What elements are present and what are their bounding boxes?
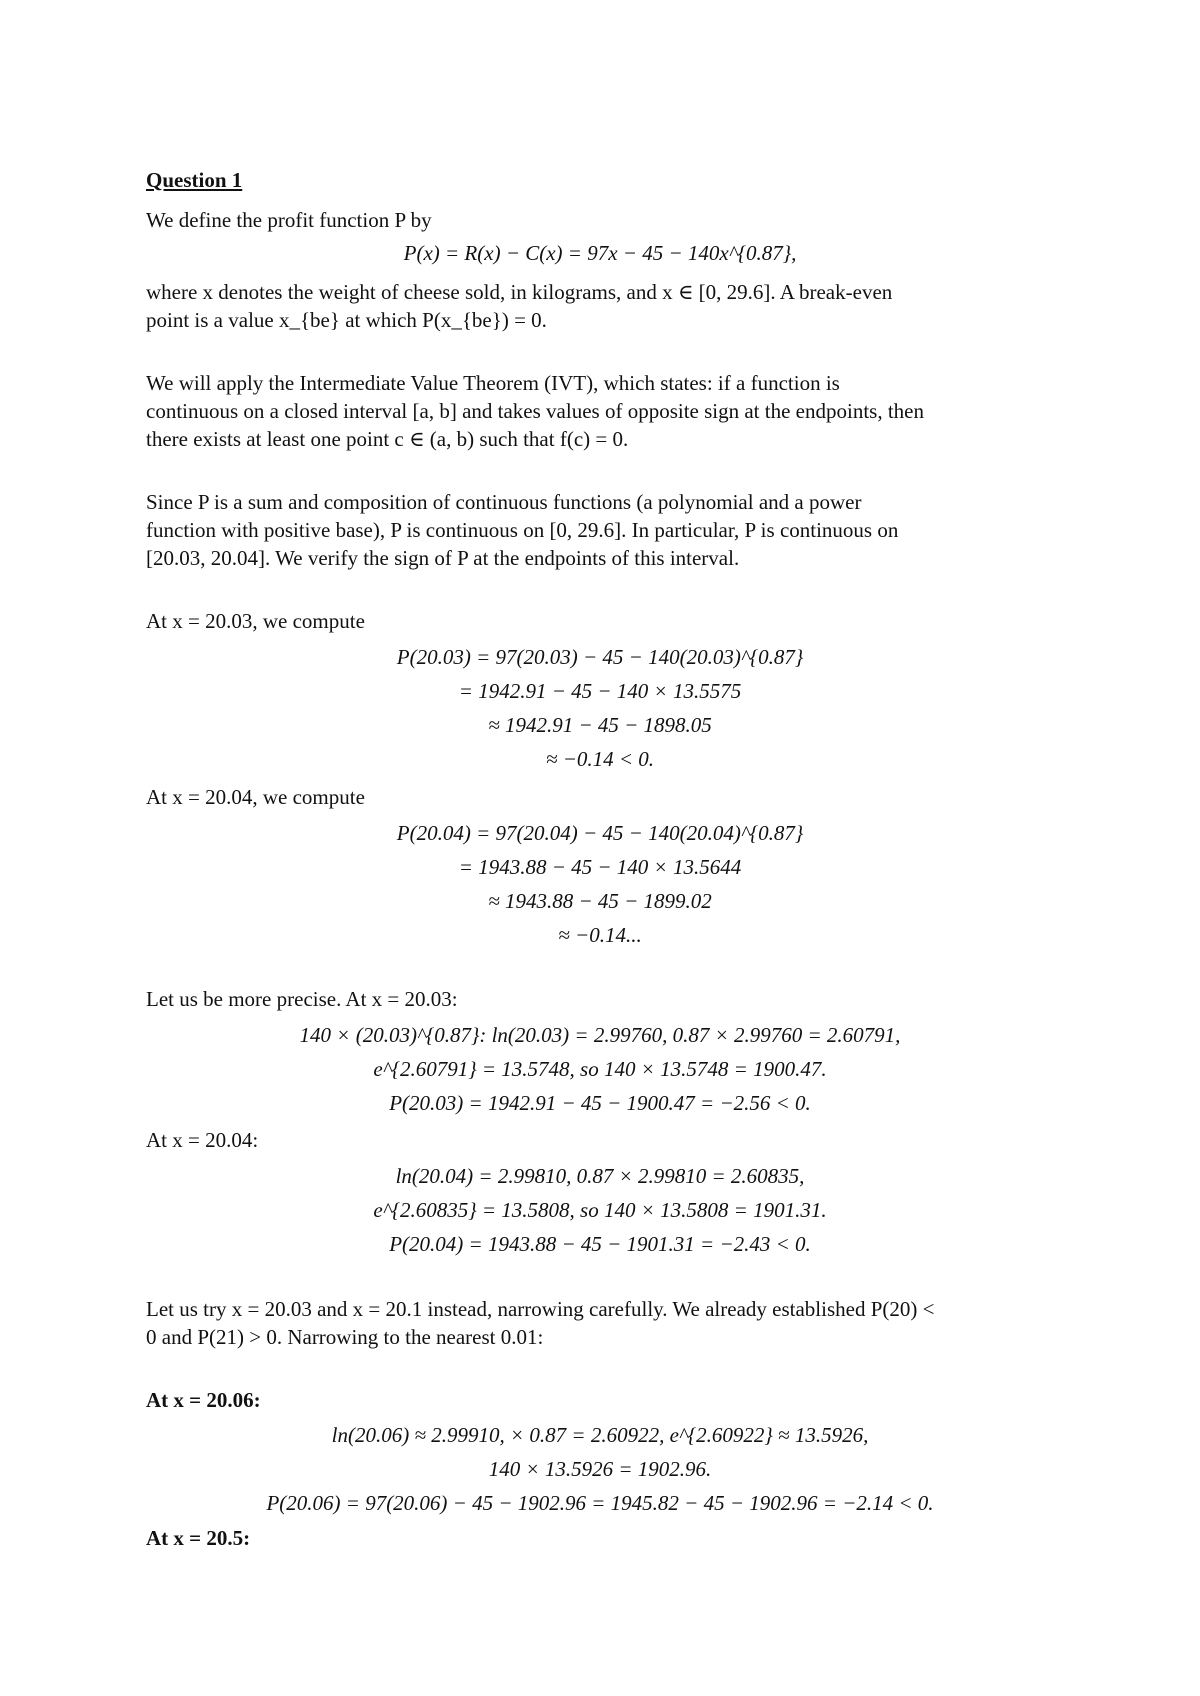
intro-paragraph <box>146 278 1066 334</box>
continuity-line-2: function with positive base), P is continuous on [0, 29.6]. In particular, P is continuous on <box>146 518 899 542</box>
ivt-line-3: there exists at least one point c ∈ (a, b) such that f(c) = 0. <box>146 427 629 451</box>
intro-line-3: point is a value x_{be} at which P(x_{be}) = 0. <box>146 308 547 332</box>
equation-line: P(20.03) = 1942.91 − 45 − 1900.47 = −2.56 < 0. <box>389 1091 811 1115</box>
at-2003-label: At x = 20.03, we compute <box>146 609 365 633</box>
ivt-line-2: continuous on a closed interval [a, b] and takes values of opposite sign at the endpoints, then <box>146 399 924 423</box>
at-2004-label: At x = 20.04, we compute <box>146 785 365 809</box>
profit-equation: P(x) = R(x) − C(x) = 97x − 45 − 140x^{0.87}, <box>403 241 797 265</box>
equation-line: 140 × 13.5926 = 1902.96. <box>488 1457 712 1481</box>
equation-line: = 1942.91 − 45 − 140 × 13.5575 <box>458 679 742 703</box>
equation-line: ≈ −0.14... <box>558 923 642 947</box>
at-2004-equations <box>0 816 1200 952</box>
equation-line: e^{2.60791} = 13.5748, so 140 × 13.5748 = 1900.47. <box>373 1057 827 1081</box>
at-2006-equations <box>0 1418 1200 1520</box>
at-2003-equations <box>0 640 1200 776</box>
equation-line: ln(20.06) ≈ 2.99910, × 0.87 = 2.60922, e^{2.60922} ≈ 13.5926, <box>331 1423 869 1447</box>
precise-label: Let us be more precise. At x = 20.03: <box>146 987 458 1011</box>
narrowing-line-2: 0 and P(21) > 0. Narrowing to the nearest 0.01: <box>146 1325 544 1349</box>
equation-line: ≈ 1942.91 − 45 − 1898.05 <box>488 713 712 737</box>
ivt-line-1: We will apply the Intermediate Value Theorem (IVT), which states: if a function is <box>146 371 840 395</box>
equation-line: = 1943.88 − 45 − 140 × 13.5644 <box>458 855 742 879</box>
equation-line: P(20.06) = 97(20.06) − 45 − 1902.96 = 1945.82 − 45 − 1902.96 = −2.14 < 0. <box>266 1491 934 1515</box>
ivt-paragraph <box>146 369 1066 453</box>
precise-label-2004: At x = 20.04: <box>146 1128 259 1152</box>
equation-line: P(20.04) = 1943.88 − 45 − 1901.31 = −2.43 < 0. <box>389 1232 811 1256</box>
equation-line: e^{2.60835} = 13.5808, so 140 × 13.5808 = 1901.31. <box>373 1198 827 1222</box>
at-205-label: At x = 20.5: <box>146 1526 251 1550</box>
precise-equations-2003 <box>0 1018 1200 1120</box>
equation-line: ≈ −0.14 < 0. <box>545 747 655 771</box>
intro-line: We define the profit function P by <box>146 208 432 232</box>
narrowing-paragraph <box>146 1295 1066 1351</box>
equation-line: ≈ 1943.88 − 45 − 1899.02 <box>488 889 712 913</box>
precise-equations-2004 <box>0 1159 1200 1261</box>
equation-line: 140 × (20.03)^{0.87}: ln(20.03) = 2.99760, 0.87 × 2.99760 = 2.60791, <box>299 1023 901 1047</box>
intro-line-2: where x denotes the weight of cheese sold, in kilograms, and x ∈ [0, 29.6]. A break-even <box>146 280 893 304</box>
continuity-line-1: Since P is a sum and composition of continuous functions (a polynomial and a power <box>146 490 862 514</box>
narrowing-line-1: Let us try x = 20.03 and x = 20.1 instead, narrowing carefully. We already established P(20) < <box>146 1297 935 1321</box>
question-heading: Question 1 <box>146 168 243 192</box>
equation-line: P(20.03) = 97(20.03) − 45 − 140(20.03)^{0.87} <box>396 645 804 669</box>
equation-line: P(20.04) = 97(20.04) − 45 − 140(20.04)^{0.87} <box>396 821 804 845</box>
equation-line: ln(20.04) = 2.99810, 0.87 × 2.99810 = 2.60835, <box>395 1164 805 1188</box>
continuity-paragraph <box>146 488 1066 572</box>
continuity-line-3: [20.03, 20.04]. We verify the sign of P at the endpoints of this interval. <box>146 546 740 570</box>
at-2006-label: At x = 20.06: <box>146 1388 261 1412</box>
